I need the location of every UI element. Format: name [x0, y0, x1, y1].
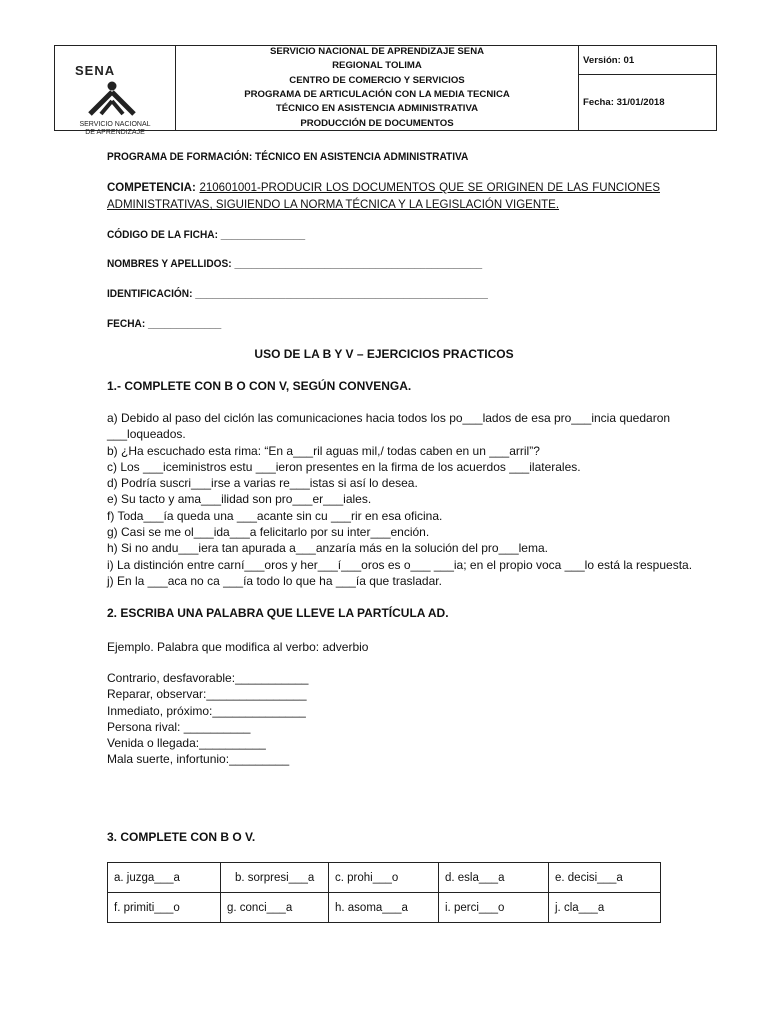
exercise-line: ___loqueados.: [107, 427, 186, 442]
logo-subtitle-2: DE APRENDIZAJE: [85, 129, 145, 136]
logo-text: SENA: [75, 63, 116, 78]
ad-word-line: Reparar, observar:_______________: [107, 687, 307, 702]
table-cell: d. esla___a: [439, 863, 549, 893]
header-line: PRODUCCIÓN DE DOCUMENTOS: [300, 117, 454, 129]
sena-logo: [55, 46, 176, 136]
exercise-line: f) Toda___ía queda una ___acante sin cu ___rir en esa oficina.: [107, 508, 443, 523]
exercise-line: i) La distinción entre carní___oros y her___í___oros es o___ ___ia; en el propio voca ___lo está la respuesta.: [107, 557, 693, 572]
bv-table: [107, 862, 661, 923]
date-label: Fecha: 31/01/2018: [583, 97, 665, 108]
table-cell: a. juzga___a: [108, 863, 221, 893]
exercise-line: h) Si no andu___iera tan apurada a___anzaría más en la solución del pro___lema.: [107, 541, 548, 556]
exercise-line: j) En la ___aca no ca ___ía todo lo que ha ___ía que trasladar.: [107, 573, 442, 588]
table-cell: h. asoma___a: [329, 893, 439, 923]
ad-word-line: Persona rival: __________: [107, 719, 251, 734]
version-label: Versión: 01: [579, 46, 716, 75]
header-line: PROGRAMA DE ARTICULACIÓN CON LA MEDIA TECNICA: [244, 89, 510, 100]
nombres-field[interactable]: NOMBRES Y APELLIDOS: ____________________________________________: [107, 258, 483, 270]
exercise-line: e) Su tacto y ama___ilidad son pro___er___iales.: [107, 492, 372, 507]
competencia-block: [107, 180, 660, 214]
ad-word-line: Contrario, desfavorable:___________: [107, 671, 309, 685]
section2-list: [107, 670, 308, 768]
ad-word-line: Inmediato, próximo:______________: [107, 703, 306, 718]
competencia-text: 210601001-PRODUCIR LOS DOCUMENTOS QUE SE ORIGINEN DE LAS FUNCIONES ADMINISTRATIVAS, SIGUIENDO LA NORMA TÉCNICA Y LA LEGISLACIÓN VIGENTE.: [107, 182, 660, 211]
header-institution: [176, 46, 579, 130]
table-cell: b. sorpresi___a: [221, 863, 329, 893]
header-line: TÉCNICO EN ASISTENCIA ADMINISTRATIVA: [275, 103, 479, 115]
header-line: SERVICIO NACIONAL DE APRENDIZAJE SENA: [269, 45, 485, 57]
codigo-ficha-field[interactable]: CÓDIGO DE LA FICHA: _______________: [107, 229, 306, 241]
ad-word-line: Mala suerte, infortunio:_________: [107, 752, 290, 767]
table-cell: g. conci___a: [221, 893, 329, 923]
header-line: CENTRO DE COMERCIO Y SERVICIOS: [289, 74, 465, 86]
identificacion-field[interactable]: IDENTIFICACIÓN: ____________________________________________________: [107, 288, 488, 300]
exercise-line: a) Debido al paso del ciclón las comunicaciones hacia todos los po___lados de esa pro___incia quedaron: [107, 411, 671, 425]
section2-title: 2. ESCRIBA UNA PALABRA QUE LLEVE LA PARTÍCULA AD.: [107, 606, 449, 620]
exercise-line: g) Casi se me ol___ida___a felicitarlo por su inter___ención.: [107, 525, 430, 540]
header-meta: [579, 46, 716, 130]
header-line: REGIONAL TOLIMA: [332, 60, 422, 72]
logo-subtitle-1: SERVICIO NACIONAL: [79, 121, 151, 128]
table-row: [108, 893, 661, 923]
main-title: USO DE LA B Y V – EJERCICIOS PRACTICOS: [254, 347, 514, 361]
exercise-line: c) Los ___iceministros estu ___ieron presentes en la firma de los acuerdos ___ilaterales.: [107, 459, 581, 474]
section2-example: Ejemplo. Palabra que modifica al verbo: adverbio: [107, 640, 369, 654]
section1-title: 1.- COMPLETE CON B O CON V, SEGÚN CONVENGA.: [107, 379, 412, 393]
exercise-line: b) ¿Ha escuchado esta rima: “En a___ril aguas mil,/ todas caben en un ___arril”?: [107, 443, 540, 458]
sena-emblem-icon: [82, 81, 142, 119]
table-row: [108, 863, 661, 893]
table-cell: e. decisi___a: [549, 863, 661, 893]
section3-title: 3. COMPLETE CON B O V.: [107, 830, 256, 844]
fecha-field[interactable]: FECHA: _____________: [107, 318, 222, 330]
ad-word-line: Venida o llegada:__________: [107, 736, 266, 751]
table-cell: c. prohi___o: [329, 863, 439, 893]
exercise-line: d) Podría suscri___irse a varias re___istas si así lo desea.: [107, 476, 418, 491]
section1-list: [107, 410, 692, 589]
table-cell: f. primiti___o: [108, 893, 221, 923]
table-cell: j. cla___a: [549, 893, 661, 923]
document-header: [54, 45, 717, 136]
competencia-label: COMPETENCIA:: [107, 182, 196, 194]
programa-line: PROGRAMA DE FORMACIÓN: TÉCNICO EN ASISTENCIA ADMINISTRATIVA: [107, 151, 469, 163]
table-cell: i. perci___o: [439, 893, 549, 923]
